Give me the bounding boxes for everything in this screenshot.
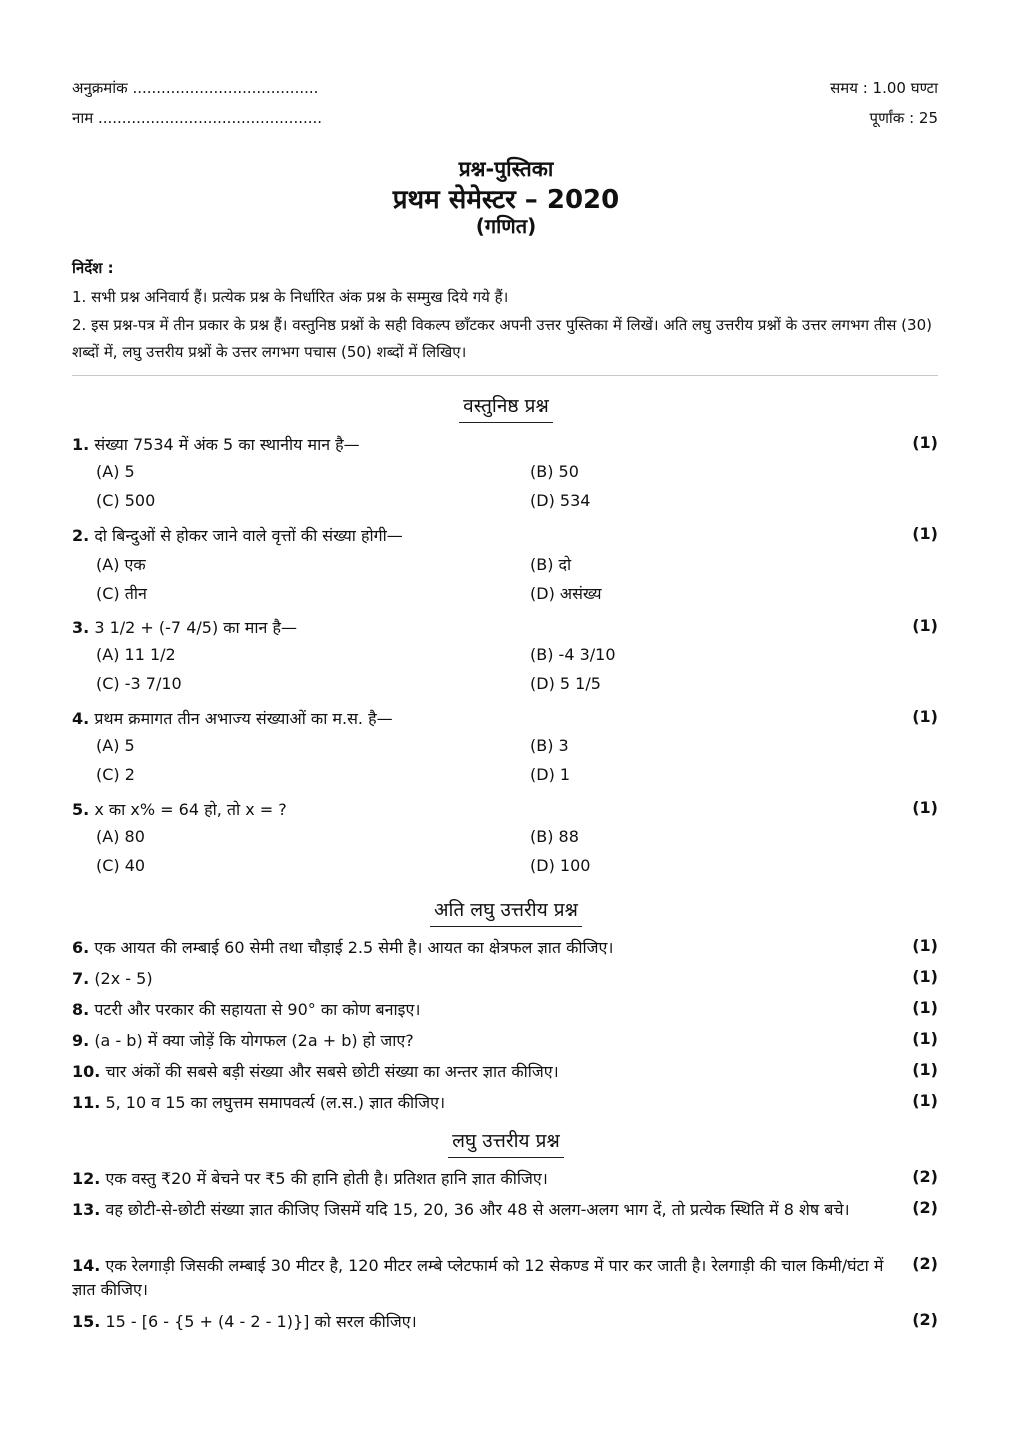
subject-title: (गणित) — [475, 214, 537, 238]
question-marks: (1) — [912, 1029, 938, 1048]
answer-option: (B) दो — [530, 555, 572, 574]
question-marks: (1) — [912, 616, 938, 635]
question-marks: (1) — [912, 936, 938, 955]
question-text — [72, 1091, 932, 1115]
answer-option: (A) 5 — [96, 736, 135, 755]
answer-option: (D) असंख्य — [530, 584, 602, 603]
section-very-short-heading: अति लघु उत्तरीय प्रश्न — [0, 896, 1012, 927]
question-text — [72, 1167, 892, 1191]
question-marks: (1) — [912, 998, 938, 1017]
question-body: 3 1/2 + (-7 4/5) का मान है— — [94, 618, 297, 637]
question-text — [72, 1029, 932, 1053]
question-text — [72, 998, 932, 1022]
divider — [72, 375, 938, 376]
question-text — [72, 1198, 892, 1222]
question-text — [72, 524, 932, 548]
question-number: 5. — [72, 800, 90, 819]
answer-option: (A) 5 — [96, 462, 135, 481]
booklet-title: प्रश्न-पुस्तिका — [458, 157, 554, 181]
section-objective-heading: वस्तुनिष्ठ प्रश्न — [0, 392, 1012, 423]
question-marks: (1) — [912, 1060, 938, 1079]
answer-option: (D) 1 — [530, 765, 571, 784]
answer-option: (B) -4 3/10 — [530, 645, 616, 664]
answer-option: (D) 5 1/5 — [530, 674, 601, 693]
question-text — [72, 936, 932, 960]
instruction-item: 1. सभी प्रश्न अनिवार्य हैं। प्रत्येक प्रश्न के निर्धारित अंक प्रश्न के सम्मुख दिये गये हैं। — [72, 288, 509, 306]
question-text — [72, 1060, 932, 1084]
answer-option: (D) 534 — [530, 491, 591, 510]
instructions-heading: निर्देश : — [72, 259, 114, 277]
answer-option: (C) तीन — [96, 584, 147, 603]
question-number: 7. — [72, 969, 90, 988]
question-body: एक वस्तु ₹20 में बेचने पर ₹5 की हानि होती है। प्रतिशत हानि ज्ञात कीजिए। — [105, 1169, 548, 1188]
question-text — [72, 707, 932, 731]
question-text — [72, 967, 932, 991]
question-text — [72, 433, 932, 457]
question-body: प्रथम क्रमागत तीन अभाज्य संख्याओं का म.स. है— — [94, 709, 393, 728]
question-number: 15. — [72, 1312, 101, 1331]
question-text — [72, 1254, 892, 1302]
question-number: 8. — [72, 1000, 90, 1019]
question-text — [72, 1310, 892, 1334]
name-label: नाम ............................................... — [72, 109, 323, 127]
question-number: 6. — [72, 938, 90, 957]
question-body: x का x% = 64 हो, तो x = ? — [94, 800, 287, 819]
question-number: 14. — [72, 1256, 101, 1275]
question-marks: (1) — [912, 524, 938, 543]
question-body: वह छोटी-से-छोटी संख्या ज्ञात कीजिए जिसमें यदि 15, 20, 36 और 48 से अलग-अलग भाग दें, तो प्रत्येक स्थिति में 8 शेष बचे। — [105, 1200, 850, 1219]
answer-option: (A) एक — [96, 555, 146, 574]
question-marks: (2) — [912, 1310, 938, 1329]
question-body: एक आयत की लम्बाई 60 सेमी तथा चौड़ाई 2.5 सेमी है। आयत का क्षेत्रफल ज्ञात कीजिए। — [94, 938, 614, 957]
question-body: चार अंकों की सबसे बड़ी संख्या और सबसे छोटी संख्या का अन्तर ज्ञात कीजिए। — [105, 1062, 559, 1081]
question-body: 5, 10 व 15 का लघुत्तम समापवर्त्य (ल.स.) ज्ञात कीजिए। — [105, 1093, 446, 1112]
question-body: पटरी और परकार की सहायता से 90° का कोण बनाइए। — [94, 1000, 421, 1019]
question-number: 9. — [72, 1031, 90, 1050]
question-marks: (1) — [912, 967, 938, 986]
roll-number-label: अनुक्रमांक ....................................... — [72, 79, 319, 97]
total-marks-label: पूर्णांक : 25 — [869, 109, 938, 127]
question-body: (2x - 5) — [94, 969, 153, 988]
answer-option: (A) 80 — [96, 827, 145, 846]
section-short-heading: लघु उत्तरीय प्रश्न — [0, 1127, 1012, 1158]
answer-option: (B) 50 — [530, 462, 579, 481]
answer-option: (A) 11 1/2 — [96, 645, 176, 664]
question-number: 4. — [72, 709, 90, 728]
question-number: 3. — [72, 618, 90, 637]
question-marks: (2) — [912, 1198, 938, 1217]
question-number: 12. — [72, 1169, 101, 1188]
semester-title: प्रथम सेमेस्टर – 2020 — [392, 185, 620, 215]
question-number: 2. — [72, 526, 90, 545]
question-number: 10. — [72, 1062, 101, 1081]
question-marks: (2) — [912, 1167, 938, 1186]
answer-option: (C) -3 7/10 — [96, 674, 182, 693]
answer-option: (B) 88 — [530, 827, 579, 846]
time-label: समय : 1.00 घण्टा — [830, 79, 938, 97]
question-text — [72, 616, 932, 640]
question-number: 13. — [72, 1200, 101, 1219]
answer-option: (D) 100 — [530, 856, 591, 875]
question-number: 11. — [72, 1093, 101, 1112]
question-marks: (1) — [912, 433, 938, 452]
question-marks: (1) — [912, 1091, 938, 1110]
question-number: 1. — [72, 435, 90, 454]
question-text — [72, 798, 932, 822]
answer-option: (C) 500 — [96, 491, 156, 510]
question-marks: (1) — [912, 707, 938, 726]
question-body: दो बिन्दुओं से होकर जाने वाले वृत्तों की संख्या होगी— — [94, 526, 403, 545]
answer-option: (C) 2 — [96, 765, 135, 784]
answer-option: (C) 40 — [96, 856, 146, 875]
question-marks: (2) — [912, 1254, 938, 1273]
question-body: 15 - [6 - {5 + (4 - 2 - 1)}] को सरल कीजिए। — [105, 1312, 417, 1331]
question-marks: (1) — [912, 798, 938, 817]
question-body: एक रेलगाड़ी जिसकी लम्बाई 30 मीटर है, 120 मीटर लम्बे प्लेटफार्म को 12 सेकण्ड में पार कर जाती है। रेलगाड़ी की चाल किमी/घंटा में ज्ञात कीजिए। — [72, 1256, 884, 1299]
answer-option: (B) 3 — [530, 736, 569, 755]
instruction-item: 2. इस प्रश्न-पत्र में तीन प्रकार के प्रश्न हैं। वस्तुनिष्ठ प्रश्नों के सही विकल्प छाँटकर अपनी उत्तर पुस्तिका में लिखें। अति लघु उत्तरीय प्रश्नों के उत्तर लगभग तीस (30) शब्दों में, लघु उत्तरीय प्रश्नों के उत्तर लगभग पचास (50) शब्दों में लिखिए। — [72, 316, 932, 361]
question-body: (a - b) में क्या जोड़ें कि योगफल (2a + b) हो जाए? — [94, 1031, 414, 1050]
question-body: संख्या 7534 में अंक 5 का स्थानीय मान है— — [94, 435, 360, 454]
